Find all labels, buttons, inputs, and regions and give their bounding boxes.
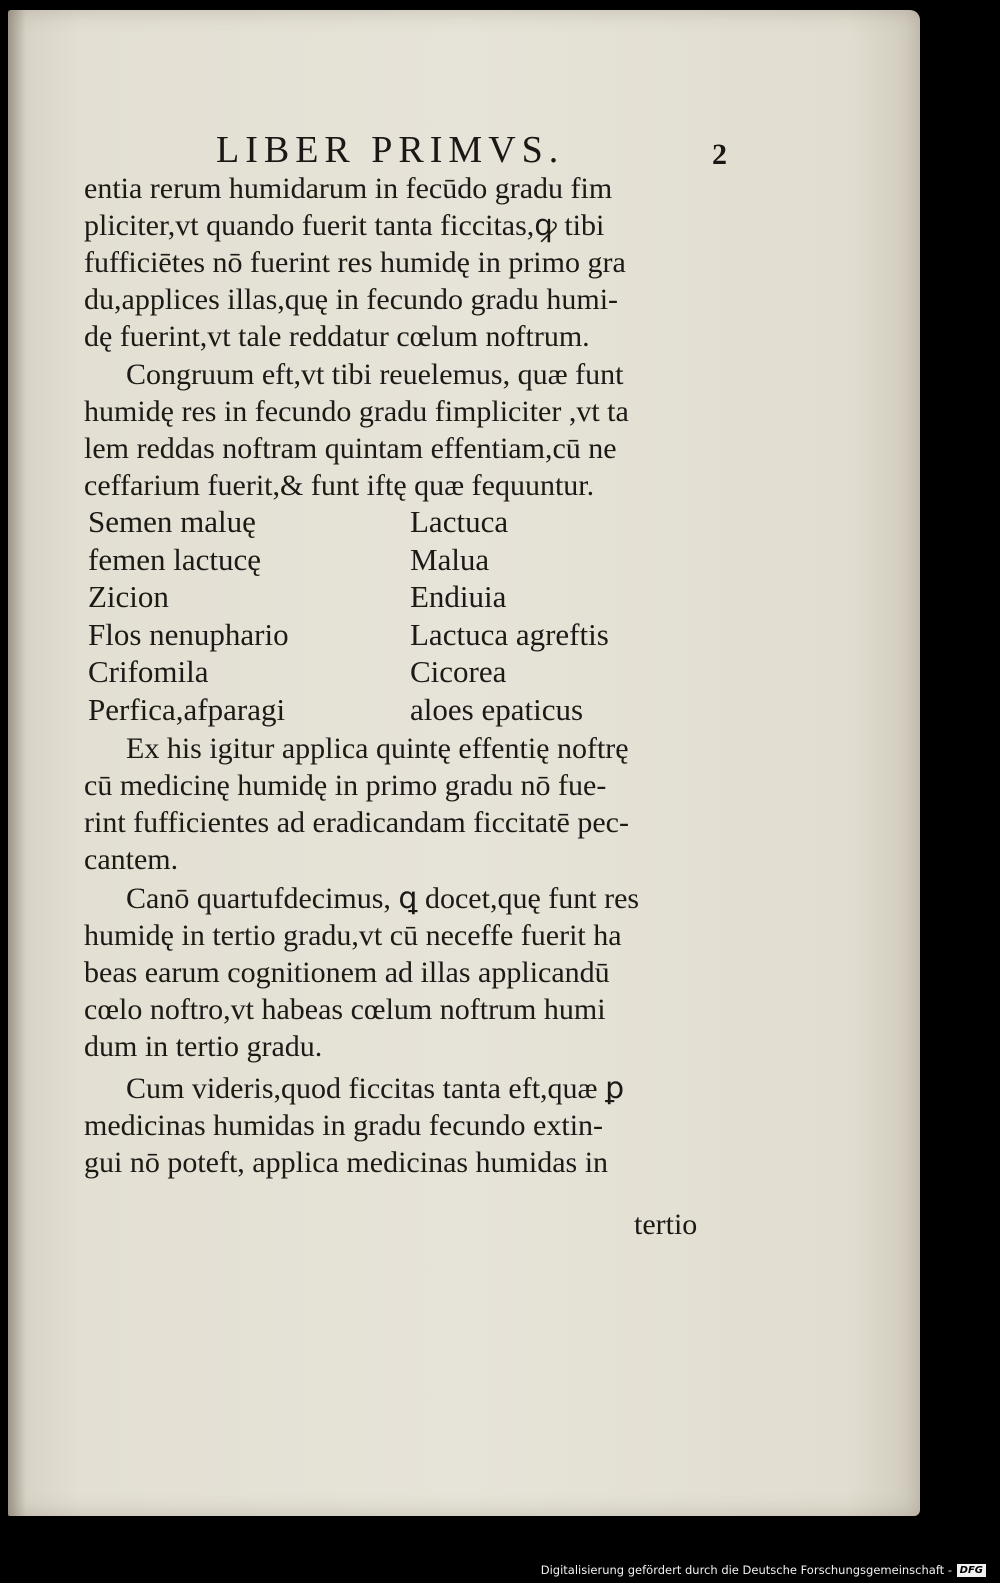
catchword: tertio — [634, 1208, 698, 1241]
text-line: gui nō poteft, applica medicinas humidas in — [84, 1146, 609, 1179]
list-item-right: Endiuia — [410, 579, 507, 614]
list-item-right: Malua — [410, 541, 490, 577]
list-item-left: Perfica,afparagi — [88, 691, 286, 727]
text-line: ceffarium fuerit,& funt iftę quæ fequuntur. — [84, 469, 595, 502]
text-line: Canō quartufdecimus, ꝗ docet,quę funt res — [126, 882, 640, 915]
paragraph-1 — [84, 170, 752, 355]
list-item — [88, 578, 728, 616]
ingredient-list — [88, 503, 728, 728]
dfg-logo-icon: DFG — [957, 1564, 986, 1577]
text-line: pliciter,vt quando fuerit tanta ficcitas,ꝙ tibi — [84, 209, 605, 242]
paragraph-5 — [84, 1070, 752, 1181]
text-line: lem reddas noftram quintam effentiam,cū ne — [84, 432, 617, 465]
list-item-left: femen lactucę — [88, 541, 261, 577]
list-item-left: Crifomila — [88, 654, 209, 689]
funding-credit: Digitalisierung gefördert durch die Deutsche Forschungsgemeinschaft - — [540, 1563, 952, 1577]
paragraph-3 — [84, 730, 752, 878]
text-line: humidę in tertio gradu,vt cū neceffe fuerit ha — [84, 919, 622, 952]
list-item-right: Cicorea — [410, 654, 507, 689]
text-line: humidę res in fecundo gradu fimpliciter ,vt ta — [84, 395, 629, 428]
list-item — [88, 691, 728, 729]
list-item-left: Zicion — [88, 579, 169, 614]
digitization-footer — [0, 1559, 1000, 1583]
running-title: LIBER PRIMVS. — [216, 129, 565, 171]
text-line: Ex his igitur applica quintę effentię noftrę — [126, 732, 629, 765]
list-item — [88, 541, 728, 579]
list-item — [88, 503, 728, 541]
list-item-right: Lactuca — [410, 504, 509, 539]
text-line: entia rerum humidarum in fecūdo gradu fim — [84, 172, 613, 205]
list-item-right: Lactuca agreftis — [410, 616, 609, 652]
paragraph-4 — [84, 880, 752, 1065]
text-line: cœlo noftro,vt habeas cœlum noftrum humi — [84, 993, 606, 1026]
list-item — [88, 616, 728, 654]
text-line: Cum videris,quod ficcitas tanta eft,quæ ꝑ — [126, 1072, 625, 1105]
text-line: fufficiētes nō fuerint res humidę in primo gra — [84, 246, 626, 279]
folio-number: 2 — [712, 138, 727, 171]
text-line: dum in tertio gradu. — [84, 1030, 323, 1063]
list-item-left: Semen maluę — [88, 504, 256, 539]
paragraph-2 — [84, 356, 752, 504]
text-line: cū medicinę humidę in primo gradu nō fue- — [84, 769, 607, 802]
text-line: dę fuerint,vt tale reddatur cœlum noftrum. — [84, 320, 590, 353]
text-line: cantem. — [84, 843, 179, 876]
list-item — [88, 653, 728, 691]
list-item-left: Flos nenuphario — [88, 616, 289, 652]
text-line: beas earum cognitionem ad illas applicandū — [84, 956, 610, 989]
book-page — [8, 10, 920, 1516]
text-line: du,applices illas,quę in fecundo gradu humi- — [84, 283, 619, 316]
text-line: Congruum eft,vt tibi reuelemus, quæ funt — [126, 358, 624, 391]
list-item-right: aloes epaticus — [410, 691, 584, 727]
text-line: medicinas humidas in gradu fecundo extin- — [84, 1109, 604, 1142]
text-line: rint fufficientes ad eradicandam ficcitatē pec- — [84, 806, 629, 839]
